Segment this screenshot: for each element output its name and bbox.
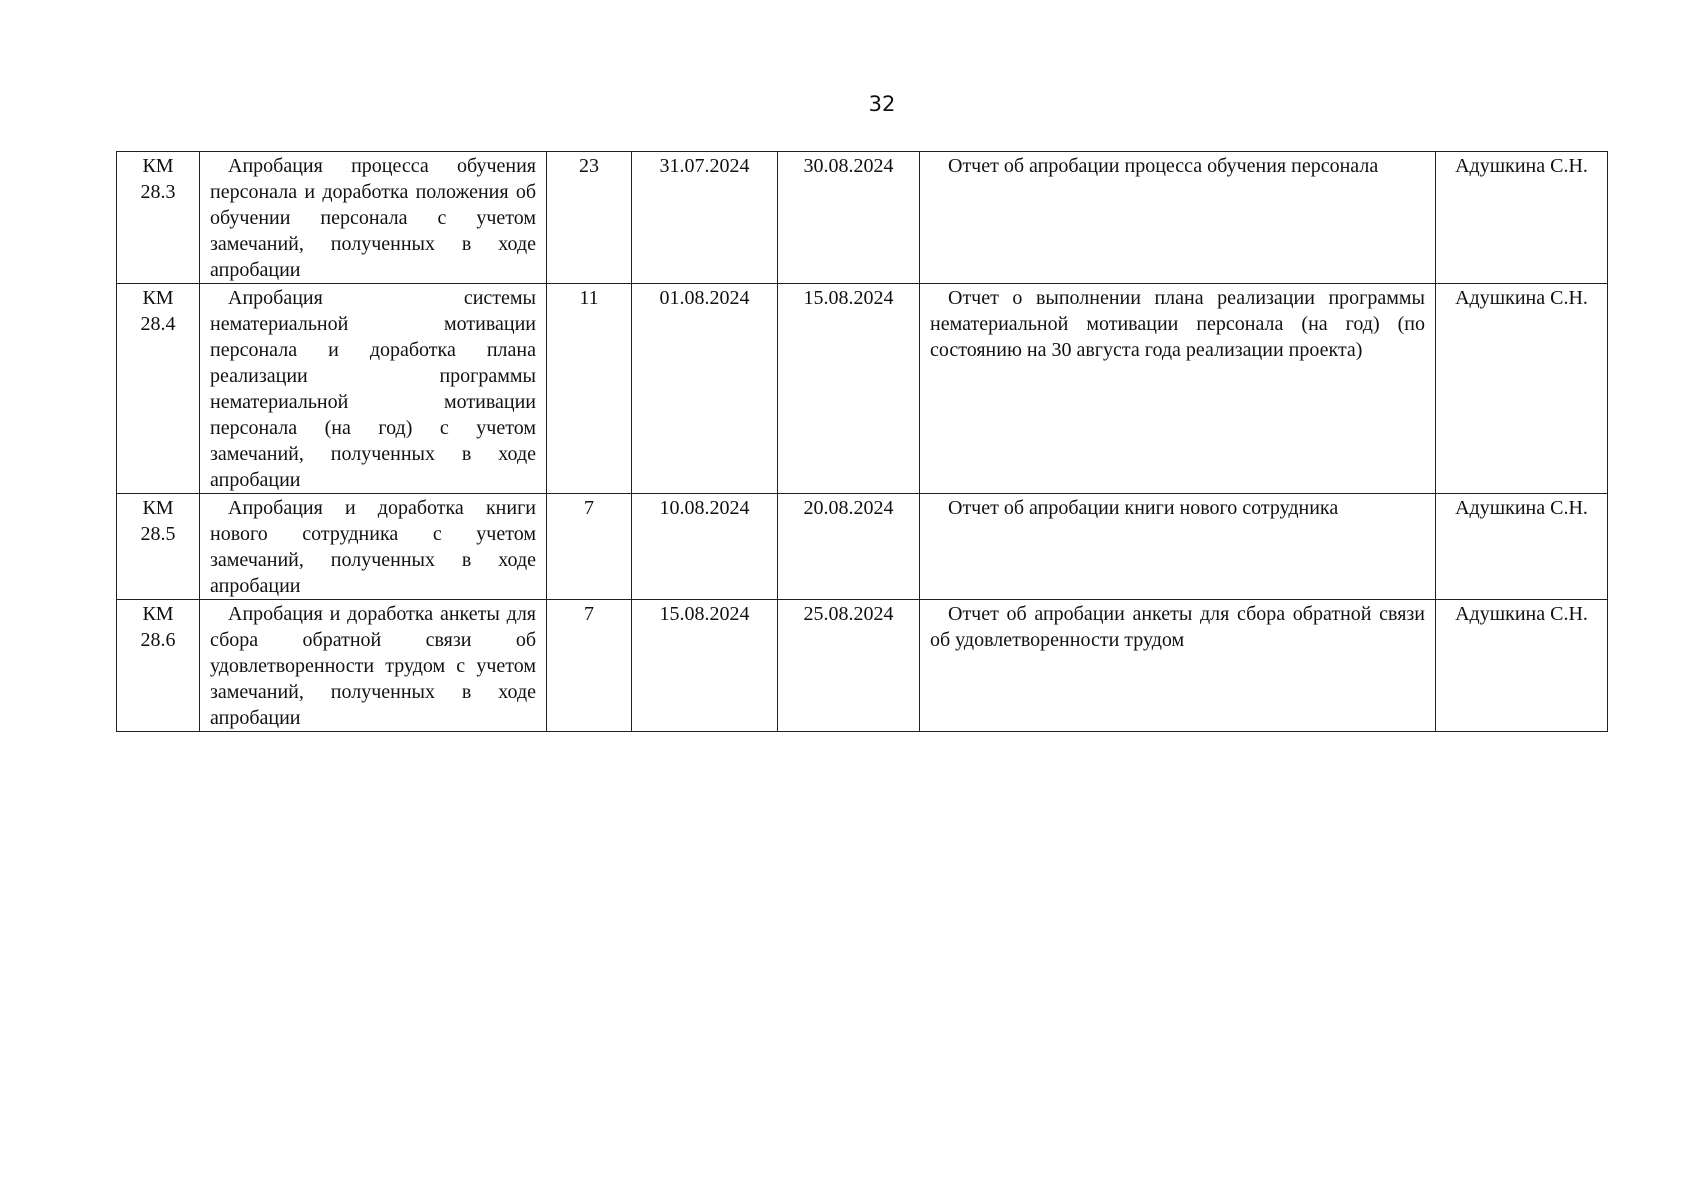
milestone-result: Отчет об апробации книги нового сотрудника <box>920 494 1436 600</box>
milestone-code: КМ 28.5 <box>117 494 200 600</box>
milestone-result: Отчет о выполнении плана реализации программы нематериальной мотивации персонала (на год) (по состоянию на 30 августа года реализации проекта) <box>920 284 1436 494</box>
milestone-end-date: 30.08.2024 <box>778 152 920 284</box>
milestone-result: Отчет об апробации анкеты для сбора обратной связи об удовлетворенности трудом <box>920 600 1436 732</box>
milestone-result: Отчет об апробации процесса обучения персонала <box>920 152 1436 284</box>
milestone-name: Апробация и доработка книги нового сотрудника с учетом замечаний, полученных в ходе апробации <box>200 494 547 600</box>
table-row <box>117 494 1608 600</box>
table-row <box>117 152 1608 284</box>
milestone-responsible: Адушкина С.Н. <box>1436 600 1608 732</box>
milestone-code: КМ 28.3 <box>117 152 200 284</box>
page-number: 32 <box>868 92 896 116</box>
milestone-end-date: 15.08.2024 <box>778 284 920 494</box>
milestone-end-date: 20.08.2024 <box>778 494 920 600</box>
milestone-start-date: 15.08.2024 <box>632 600 778 732</box>
milestone-name: Апробация процесса обучения персонала и доработка положения об обучении персонала с учетом замечаний, полученных в ходе апробации <box>200 152 547 284</box>
milestone-responsible: Адушкина С.Н. <box>1436 152 1608 284</box>
milestone-days: 11 <box>547 284 632 494</box>
milestone-days: 7 <box>547 494 632 600</box>
milestones-table <box>116 151 1608 732</box>
milestone-start-date: 01.08.2024 <box>632 284 778 494</box>
milestone-name: Апробация системы нематериальной мотивации персонала и доработка плана реализации программы нематериальной мотивации персонала (на год) с учетом замечаний, полученных в ходе апробации <box>200 284 547 494</box>
milestone-name: Апробация и доработка анкеты для сбора обратной связи об удовлетворенности трудом с учетом замечаний, полученных в ходе апробации <box>200 600 547 732</box>
milestone-code: КМ 28.6 <box>117 600 200 732</box>
milestone-responsible: Адушкина С.Н. <box>1436 494 1608 600</box>
table-row <box>117 600 1608 732</box>
milestone-code: КМ 28.4 <box>117 284 200 494</box>
milestone-days: 7 <box>547 600 632 732</box>
milestone-end-date: 25.08.2024 <box>778 600 920 732</box>
milestone-start-date: 10.08.2024 <box>632 494 778 600</box>
milestone-days: 23 <box>547 152 632 284</box>
milestone-responsible: Адушкина С.Н. <box>1436 284 1608 494</box>
table-row <box>117 284 1608 494</box>
milestone-start-date: 31.07.2024 <box>632 152 778 284</box>
